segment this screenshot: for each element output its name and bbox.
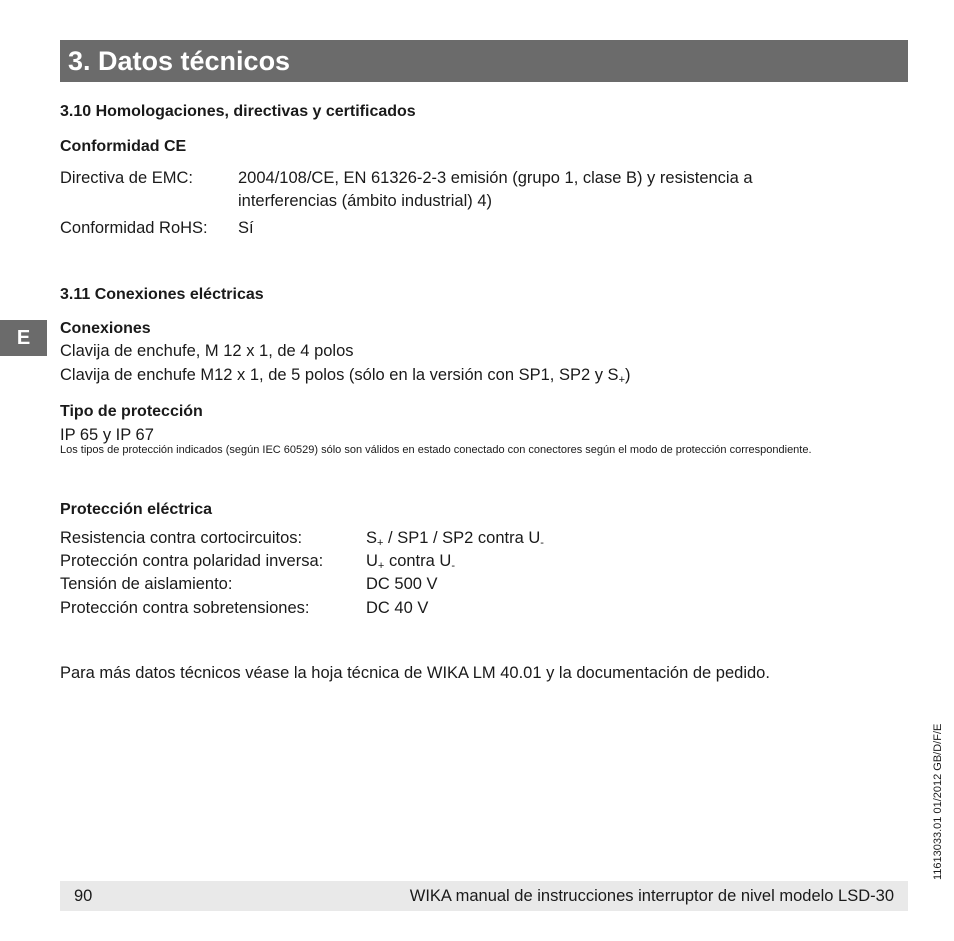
- section-3-10-title: 3.10 Homologaciones, directivas y certificados: [60, 103, 416, 120]
- connection-line-1: Clavija de enchufe, M 12 x 1, de 4 polos: [60, 342, 354, 360]
- connections-heading: Conexiones: [60, 320, 151, 337]
- rohs-label: Conformidad RoHS:: [60, 219, 208, 237]
- section-3-11-title: 3.11 Conexiones eléctricas: [60, 286, 264, 303]
- insulation-voltage-value: DC 500 V: [366, 575, 438, 593]
- protection-type-value: IP 65 y IP 67: [60, 426, 154, 444]
- language-tab: E: [0, 320, 47, 356]
- document-code: 11613033.01 01/2012 GB/D/F/E: [932, 723, 944, 880]
- protection-type-note: Los tipos de protección indicados (según IEC 60529) sólo son válidos en estado conectado con conectores según el modo de protección correspondiente.: [60, 444, 812, 456]
- section-header-bar: [60, 40, 908, 82]
- reverse-polarity-value: $U_+$ contra $U_-$: [366, 552, 455, 572]
- connection-line-2: Clavija de enchufe M12 x 1, de 5 polos (sólo en la versión con SP1, SP2 y $S_+$): [60, 366, 631, 386]
- emc-label: Directiva de EMC:: [60, 169, 193, 187]
- rohs-value: Sí: [238, 219, 254, 237]
- insulation-voltage-label: Tensión de aislamiento:: [60, 575, 233, 593]
- page-title: 3. Datos técnicos: [68, 46, 291, 76]
- emc-value-line1: 2004/108/CE, EN 61326-2-3 emisión (grupo 1, clase B) y resistencia a: [238, 169, 753, 187]
- overvoltage-label: Protección contra sobretensiones:: [60, 599, 310, 617]
- reverse-polarity-label: Protección contra polaridad inversa:: [60, 552, 324, 570]
- short-circuit-label: Resistencia contra cortocircuitos:: [60, 529, 303, 547]
- ce-heading: Conformidad CE: [60, 138, 187, 155]
- overvoltage-value: DC 40 V: [366, 599, 429, 617]
- emc-value-line2: interferencias (ámbito industrial) 4): [238, 192, 493, 210]
- page-number: 90: [74, 887, 93, 905]
- short-circuit-value: $S_+ / SP1 / SP2$ contra $U_-$: [366, 529, 544, 549]
- more-info-text: Para más datos técnicos véase la hoja técnica de WIKA LM 40.01 y la documentación de pedido.: [60, 664, 770, 682]
- footer-bar: [60, 881, 908, 911]
- electrical-protection-heading: Protección eléctrica: [60, 501, 213, 518]
- protection-type-heading: Tipo de protección: [60, 403, 203, 420]
- footer-title: WIKA manual de instrucciones interruptor de nivel modelo LSD-30: [409, 887, 894, 905]
